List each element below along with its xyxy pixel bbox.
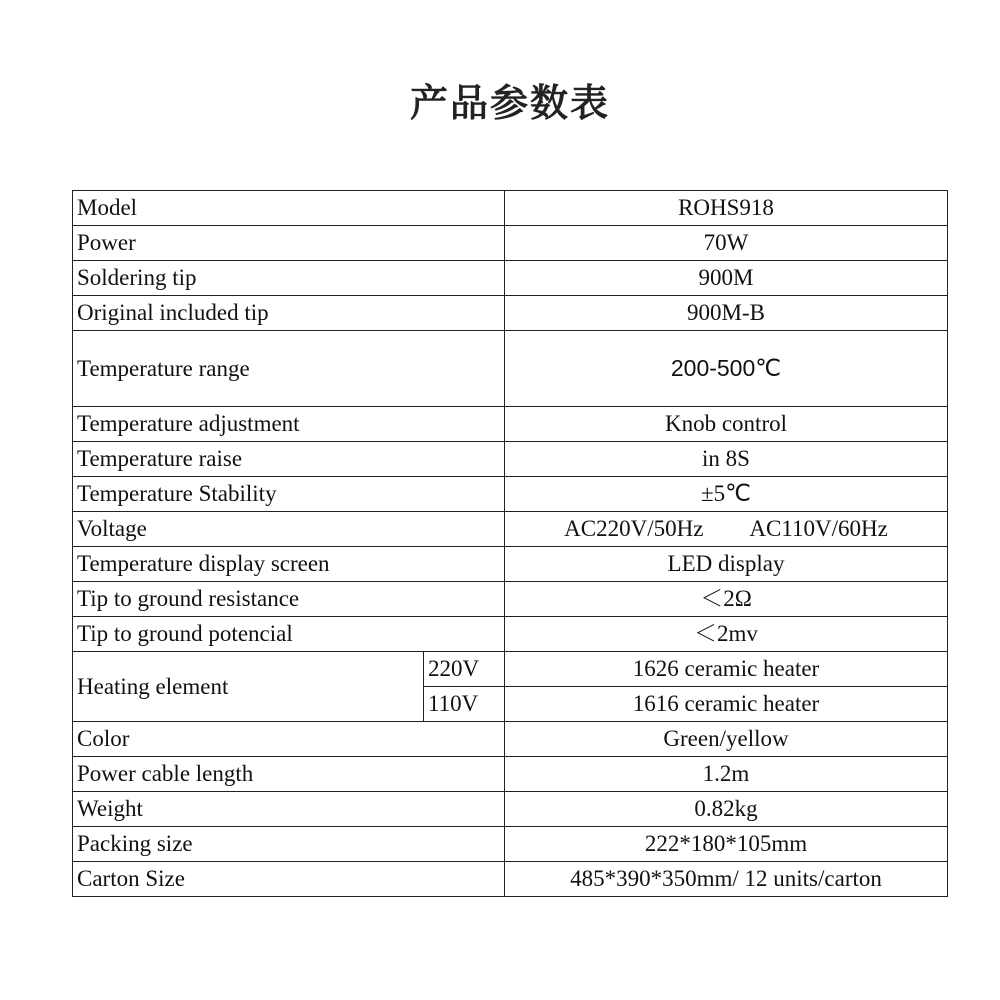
table-row [73,226,948,261]
table-row [73,477,948,512]
table-row [73,547,948,582]
temperature-range-value: 200-500 [670,355,756,381]
spec-label: Model [73,191,505,226]
voltage-value-110: AC110V/60Hz [749,516,888,541]
spec-value: 70W [505,226,948,261]
spec-value: 900M-B [505,296,948,331]
spec-value: Knob control [505,407,948,442]
table-row [73,331,948,407]
table-row [73,617,948,652]
table-row [73,582,948,617]
spec-value: ＜2Ω [505,582,948,617]
table-row [73,652,948,687]
spec-label: Carton Size [73,862,505,897]
spec-value: 900M [505,261,948,296]
spec-value: 222*180*105mm [505,827,948,862]
heating-voltage-110: 110V [424,687,505,722]
heating-element-label: Heating element [73,652,424,722]
spec-value: 485*390*350mm/ 12 units/carton [505,862,948,897]
spec-value: ±5℃ [505,477,948,512]
table-row [73,191,948,226]
heating-value-220: 1626 ceramic heater [505,652,948,687]
spec-label: Packing size [73,827,505,862]
table-row [73,862,948,897]
spec-label: Temperature raise [73,442,505,477]
spec-label: Tip to ground potencial [73,617,505,652]
table-row [73,827,948,862]
spec-label: Power cable length [73,757,505,792]
heating-value-110: 1616 ceramic heater [505,687,948,722]
spec-label: Temperature adjustment [73,407,505,442]
table-row [73,442,948,477]
spec-label: Temperature display screen [73,547,505,582]
table-row [73,792,948,827]
spec-label: Tip to ground resistance [73,582,505,617]
spec-value: 0.82kg [505,792,948,827]
table-row [73,512,948,547]
spec-label: Temperature range [73,331,505,407]
spec-table [72,190,948,897]
spec-label: Original included tip [73,296,505,331]
spec-value: ROHS918 [505,191,948,226]
spec-label: Weight [73,792,505,827]
temperature-unit: ℃ [755,356,782,381]
voltage-value-220: AC220V/50Hz [564,516,704,541]
spec-label: Soldering tip [73,261,505,296]
spec-value: LED display [505,547,948,582]
spec-value: in 8S [505,442,948,477]
spec-value: 1.2m [505,757,948,792]
heating-voltage-220: 220V [424,652,505,687]
spec-value [505,512,948,547]
table-row [73,261,948,296]
table-row [73,757,948,792]
spec-value [505,331,948,407]
spec-label: Power [73,226,505,261]
spec-value: ＜2mv [505,617,948,652]
table-row [73,296,948,331]
table-row [73,722,948,757]
page-title: 产品参数表 [409,81,610,125]
spec-label: Voltage [73,512,505,547]
spec-value: Green/yellow [505,722,948,757]
spec-label: Temperature Stability [73,477,505,512]
spec-label: Color [73,722,505,757]
table-row [73,407,948,442]
